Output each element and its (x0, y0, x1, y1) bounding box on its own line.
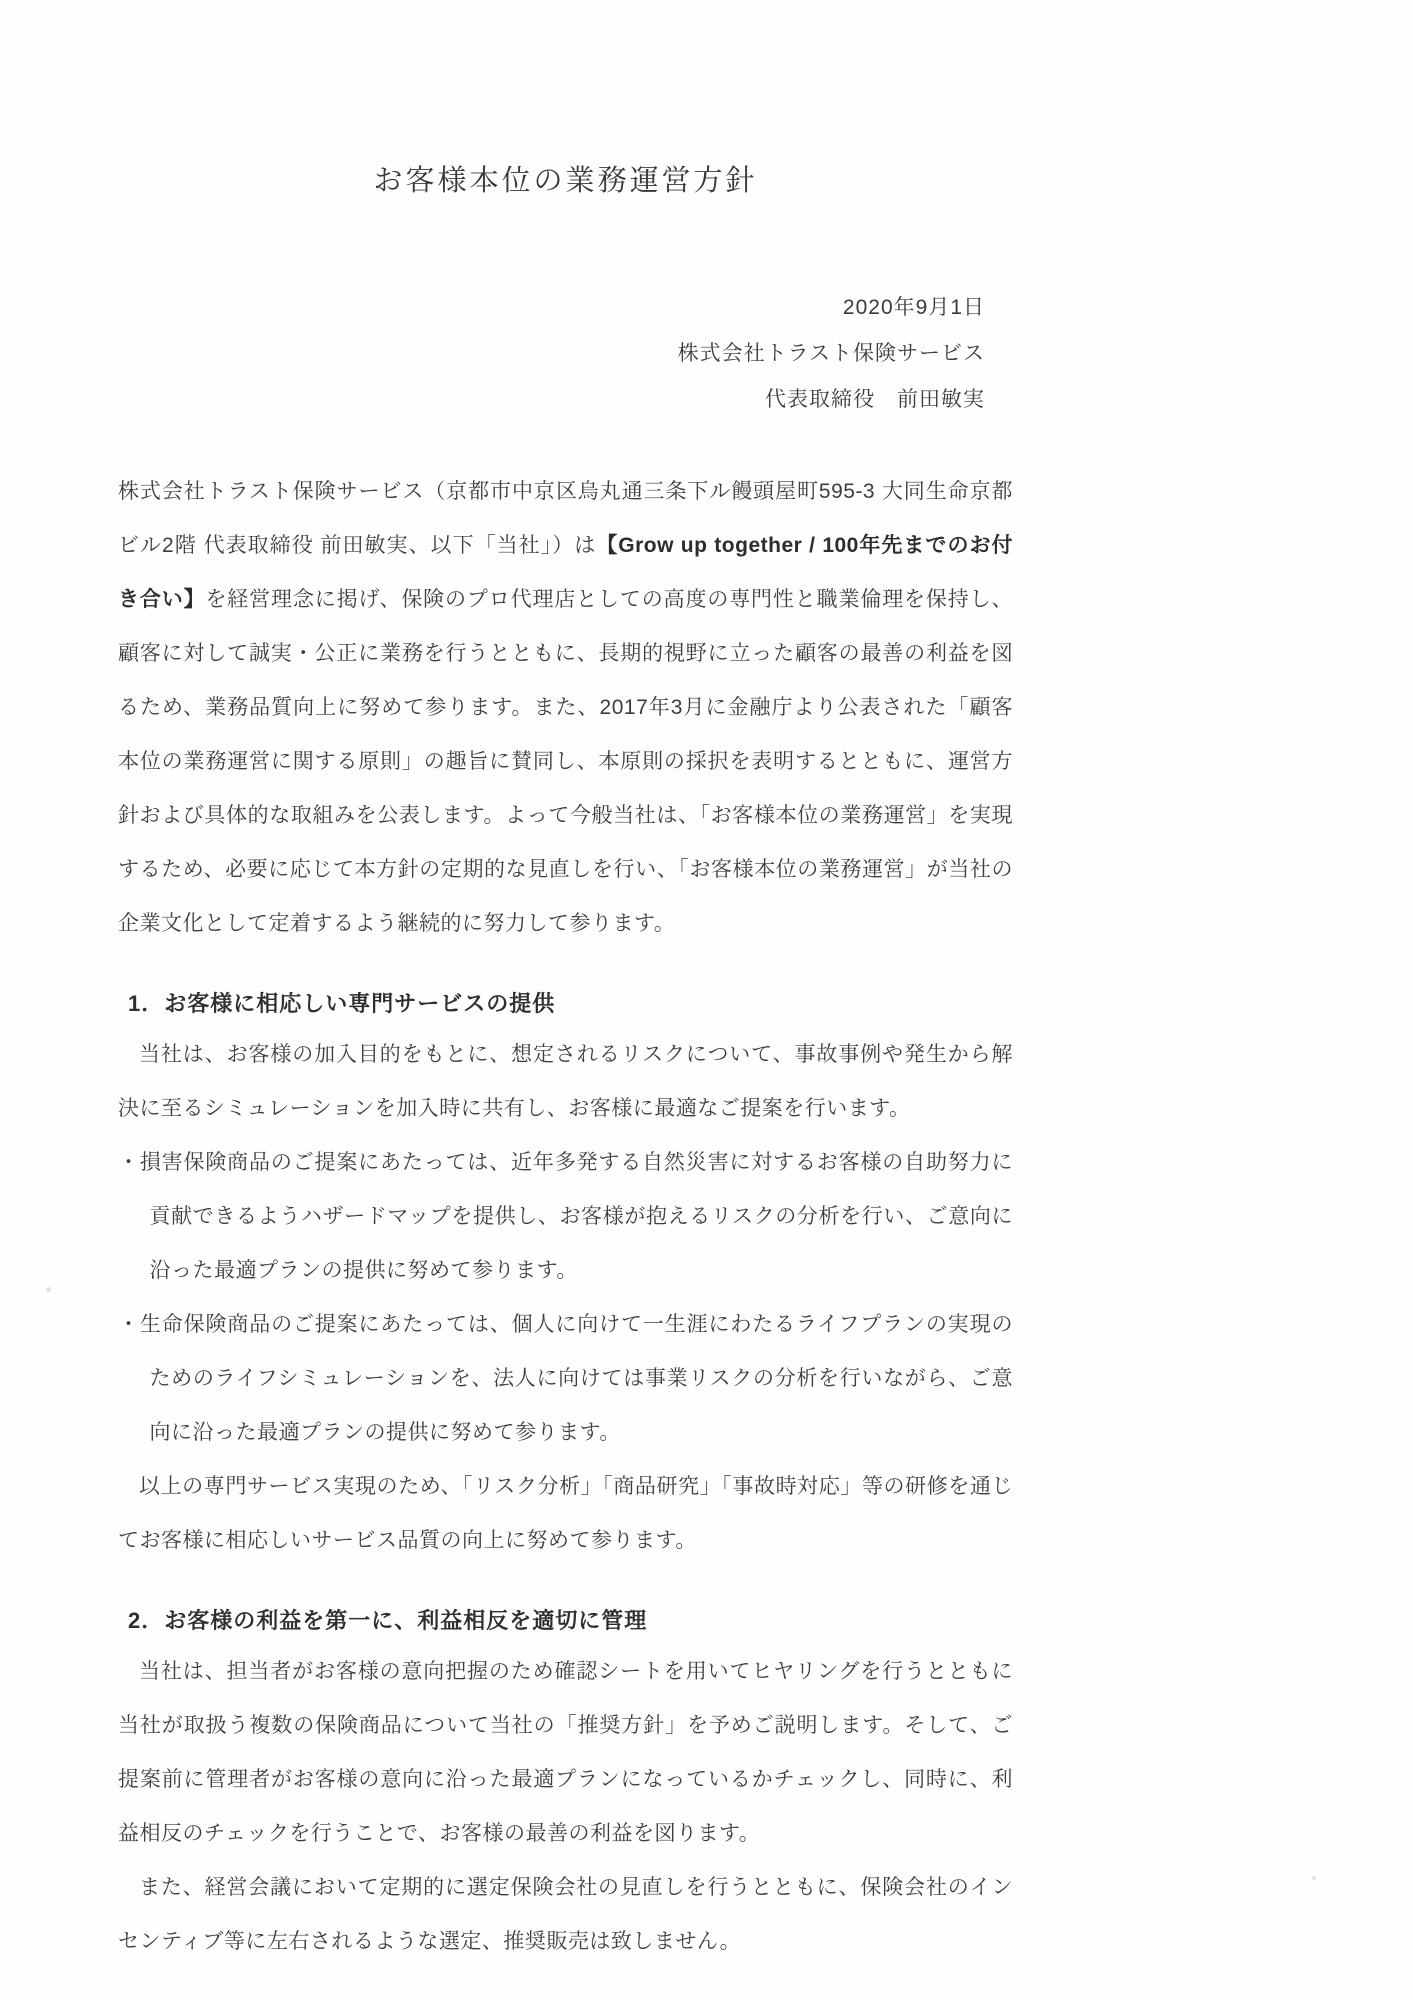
section-1-bullet-nonlife-insurance: ・損害保険商品のご提案にあたっては、近年多発する自然災害に対するお客様の自助努力に貢献できるようハザードマップを提供し、お客様が抱えるリスクの分析を行い、ご意向に沿った最適プランの提供に努めて参ります。 (118, 1151, 1013, 1282)
representative-line: 代表取締役 前田敏実 (765, 388, 985, 411)
date-line: 2020年9月1日 (842, 296, 985, 319)
section-2-paragraph-1: 当社は、担当者がお客様の意向把握のため確認シートを用いてヒヤリングを行うとともに当社が取扱う複数の保険商品について当社の「推奨方針」を予めご説明します。そして、ご提案前に管理者がお客様の意向に沿った最適プランになっているかチェックし、同時に、利益相反のチェックを行うことで、お客様の最善の利益を図ります。 (118, 1660, 1013, 1845)
document-header-block (118, 285, 1013, 423)
scan-speck (46, 1287, 51, 1292)
document-title: お客様本位の業務運営方針 (373, 165, 758, 197)
company-name-line: 株式会社トラスト保険サービス (677, 342, 985, 365)
section-2-paragraph-2: また、経営会議において定期的に選定保険会社の見直しを行うとともに、保険会社のインセンティブ等に左右されるような選定、推奨販売は致しません。 (118, 1876, 1013, 1953)
intro-text-after-motto: を経営理念に掲げ、保険のプロ代理店としての高度の専門性と職業倫理を保持し、顧客に対して誠実・公正に業務を行うとともに、長期的視野に立った顧客の最善の利益を図るため、業務品質向上に努めて参ります。また、2017年3月に金融庁より公表された「顧客本位の業務運営に関する原則」の趣旨に賛同し、本原則の採択を表明するとともに、運営方針および具体的な取組みを公表します。よって今般当社は、「お客様本位の業務運営」を実現するため、必要に応じて本方針の定期的な見直しを行い、「お客様本位の業務運営」が当社の企業文化として定着するよう継続的に努力して参ります。 (118, 588, 1013, 935)
intro-paragraph (118, 465, 1013, 951)
section-1-bullet-life-insurance: ・生命保険商品のご提案にあたっては、個人に向けて一生涯にわたるライフプランの実現のためのライフシミュレーションを、法人に向けては事業リスクの分析を行いながら、ご意向に沿った最適プランの提供に努めて参ります。 (118, 1313, 1013, 1444)
scan-speck (1312, 1876, 1316, 1880)
section-1-paragraph-2: 以上の専門サービス実現のため、「リスク分析」「商品研究」「事故時対応」等の研修を通じてお客様に相応しいサービス品質の向上に努めて参ります。 (118, 1475, 1013, 1552)
corporate-motto: 【Grow up together / 100年先までのお付き合い】 (118, 534, 1013, 611)
section-2-heading: 2．お客様の利益を第一に、利益相反を適切に管理 (128, 1608, 648, 1633)
section-1-heading: 1．お客様に相応しい専門サービスの提供 (128, 991, 556, 1016)
intro-text-before-motto: 株式会社トラスト保険サービス（京都市中京区烏丸通三条下ル饅頭屋町595-3 大同生命京都ビル2階 代表取締役 前田敏実、以下「当社」）は (118, 480, 1013, 557)
section-1-paragraph-1: 当社は、お客様の加入目的をもとに、想定されるリスクについて、事故事例や発生から解決に至るシミュレーションを加入時に共有し、お客様に最適なご提案を行います。 (118, 1043, 1013, 1120)
